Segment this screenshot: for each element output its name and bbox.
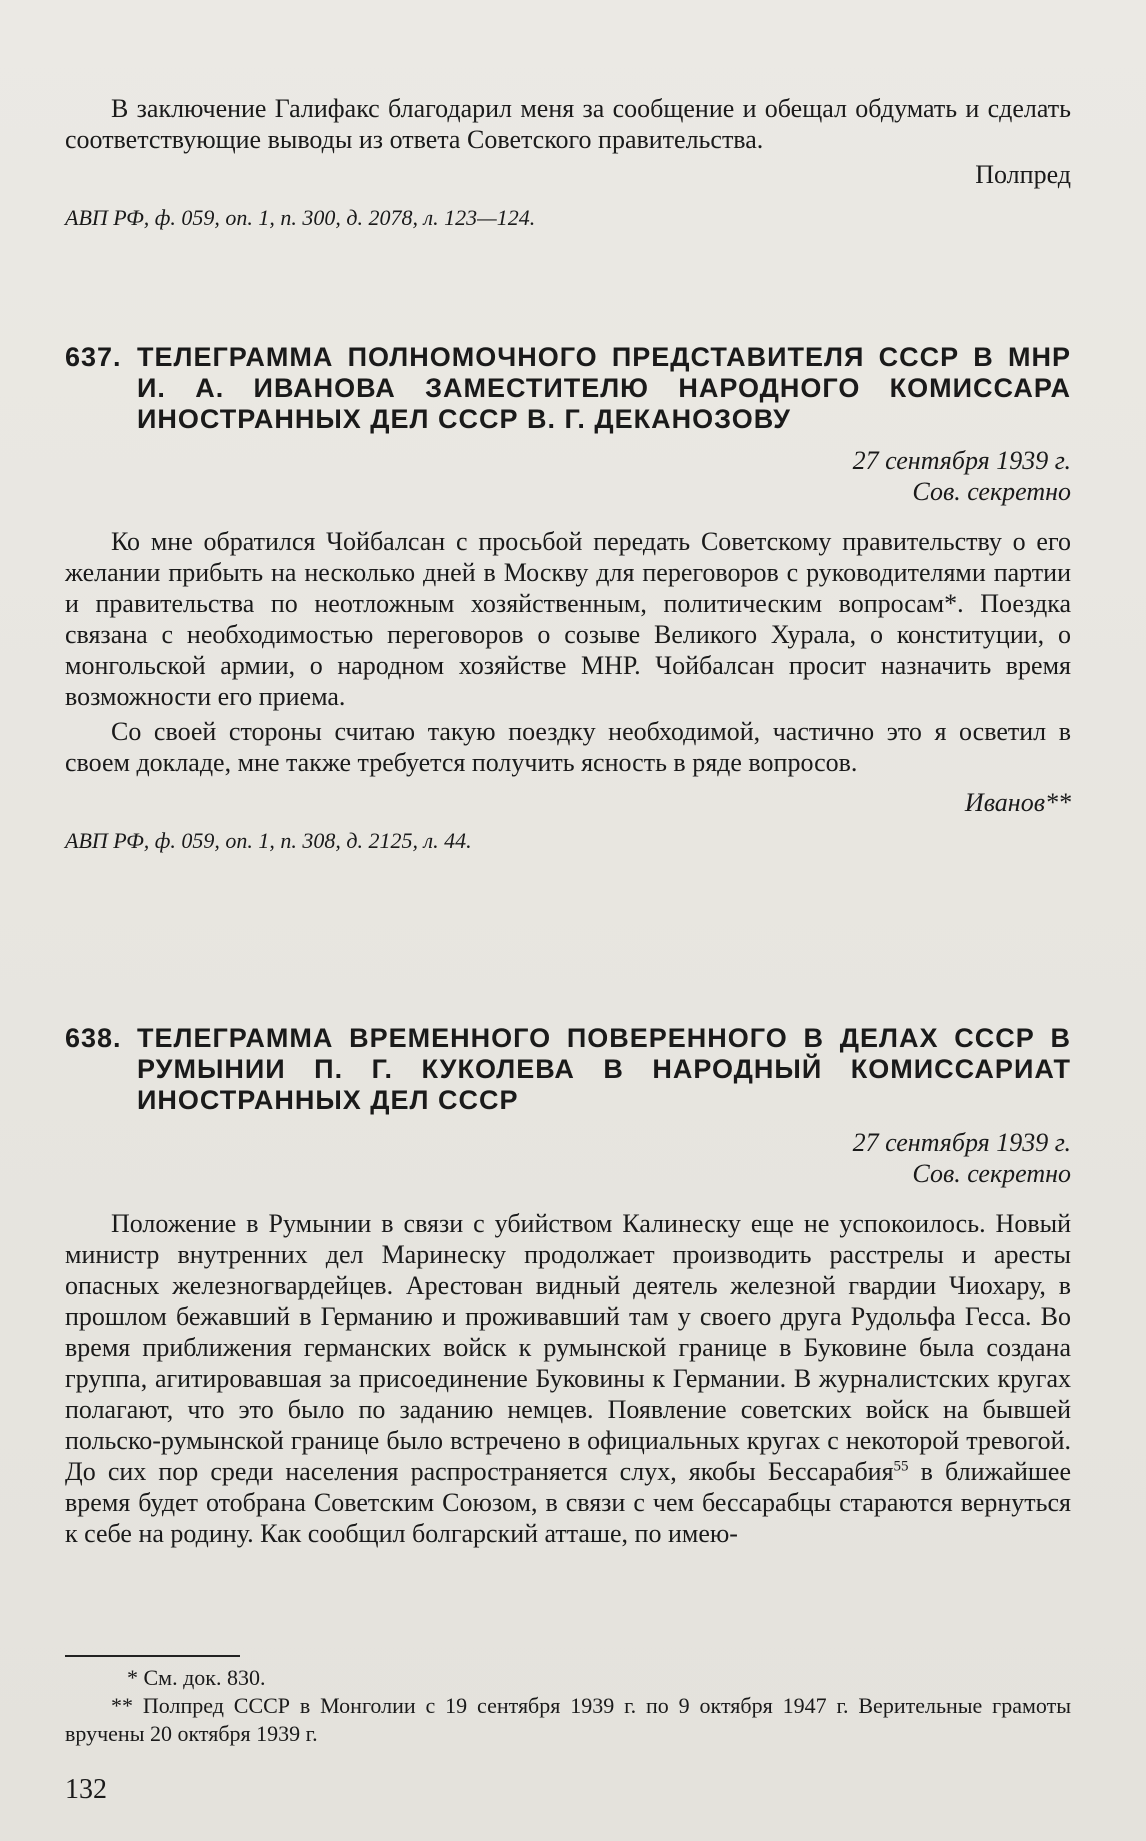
doc637-classification: Сов. секретно bbox=[912, 477, 1071, 506]
document-637 bbox=[65, 342, 1071, 855]
doc638-heading bbox=[65, 1023, 1071, 1116]
doc637-paragraph-2: Со своей стороны считаю такую поездку необходимой, частично это я осветил в своем докладе, мне также требуется получить ясность в ряде вопросов. bbox=[65, 717, 1071, 777]
doc637-number: 637. bbox=[65, 342, 122, 372]
footnote-1: * См. док. 830. bbox=[127, 1665, 266, 1690]
doc637-source: АВП РФ, ф. 059, оп. 1, п. 308, д. 2125, л. 44. bbox=[65, 828, 472, 853]
intro-paragraph: В заключение Галифакс благодарил меня за сообщение и обещал обдумать и сделать соответствующие выводы из ответа Советского правительства. bbox=[65, 94, 1071, 154]
doc637-date: 27 сентября 1939 г. bbox=[852, 446, 1071, 475]
footnote-divider bbox=[65, 1655, 240, 1657]
doc638-paragraph-1 bbox=[65, 1208, 1071, 1549]
doc637-signature: Иванов** bbox=[964, 788, 1071, 817]
footnote-ref-55: 55 bbox=[893, 1458, 909, 1475]
doc638-date: 27 сентября 1939 г. bbox=[852, 1128, 1071, 1157]
document-638 bbox=[65, 1023, 1071, 1549]
doc638-text-part-1: Положение в Румынии в связи с убийством Калинеску еще не успокоилось. Новый министр внутренних дел Маринеску продолжает производить расстрелы и аресты опасных железногвардейцев. Арестован видный деятель железной гвардии Чиохару, в прошлом бежавший в Германию и проживавший там у своего друга Рудольфа Гесса. Во время приближения германских войск к румынской границе в Буковине была создана группа, агитировавшая за присоединение Буковины к Германии. В журналистских кругах полагают, что это было по заданию немцев. Появление советских войск на бывшей польско-румынской границе было встречено в официальных кругах с некоторой тревогой. До сих пор среди населения распространяется слух, якобы Бессарабия bbox=[65, 1209, 1071, 1486]
doc638-title: ТЕЛЕГРАММА ВРЕМЕННОГО ПОВЕРЕННОГО В ДЕЛАХ СССР В РУМЫНИИ П. Г. КУКОЛЕВА В НАРОДНЫЙ КОМИССАРИАТ ИНОСТРАННЫХ ДЕЛ СССР bbox=[137, 1023, 1071, 1115]
page-number: 132 bbox=[65, 1774, 107, 1805]
doc637-title: ТЕЛЕГРАММА ПОЛНОМОЧНОГО ПРЕДСТАВИТЕЛЯ СССР В МНР И. А. ИВАНОВА ЗАМЕСТИТЕЛЮ НАРОДНОГО КОМИССАРА ИНОСТРАННЫХ ДЕЛ СССР В. Г. ДЕКАНОЗОВУ bbox=[137, 342, 1071, 434]
doc638-classification: Сов. секретно bbox=[912, 1159, 1071, 1188]
doc637-heading bbox=[65, 342, 1071, 435]
doc638-text-part-2: в ближайшее время будет отобрана Советским Союзом, в связи с чем бессарабцы стараются вернуться к себе на родину. Как сообщил болгарский атташе, по имею- bbox=[65, 1457, 1071, 1548]
footnotes bbox=[65, 1664, 1071, 1748]
intro-source: АВП РФ, ф. 059, оп. 1, п. 300, д. 2078, л. 123—124. bbox=[65, 205, 536, 230]
intro-section bbox=[65, 93, 1071, 232]
doc637-paragraph-1: Ко мне обратился Чойбалсан с просьбой передать Советскому правительству о его желании прибыть на несколько дней в Москву для переговоров с руководителями партии и правительства по неотложным хозяйственным, политическим вопросам*. Поездка связана с необходимостью переговоров о созыве Великого Хурала, о конституции, о монгольской армии, о народном хозяйстве МНР. Чойбалсан просит назначить время возможности его приема. bbox=[65, 527, 1071, 711]
doc638-number: 638. bbox=[65, 1023, 122, 1053]
intro-signature: Полпред bbox=[975, 160, 1071, 189]
footnote-2: ** Полпред СССР в Монголии с 19 сентября 1939 г. по 9 октября 1947 г. Верительные грамоты вручены 20 октября 1939 г. bbox=[65, 1693, 1071, 1746]
